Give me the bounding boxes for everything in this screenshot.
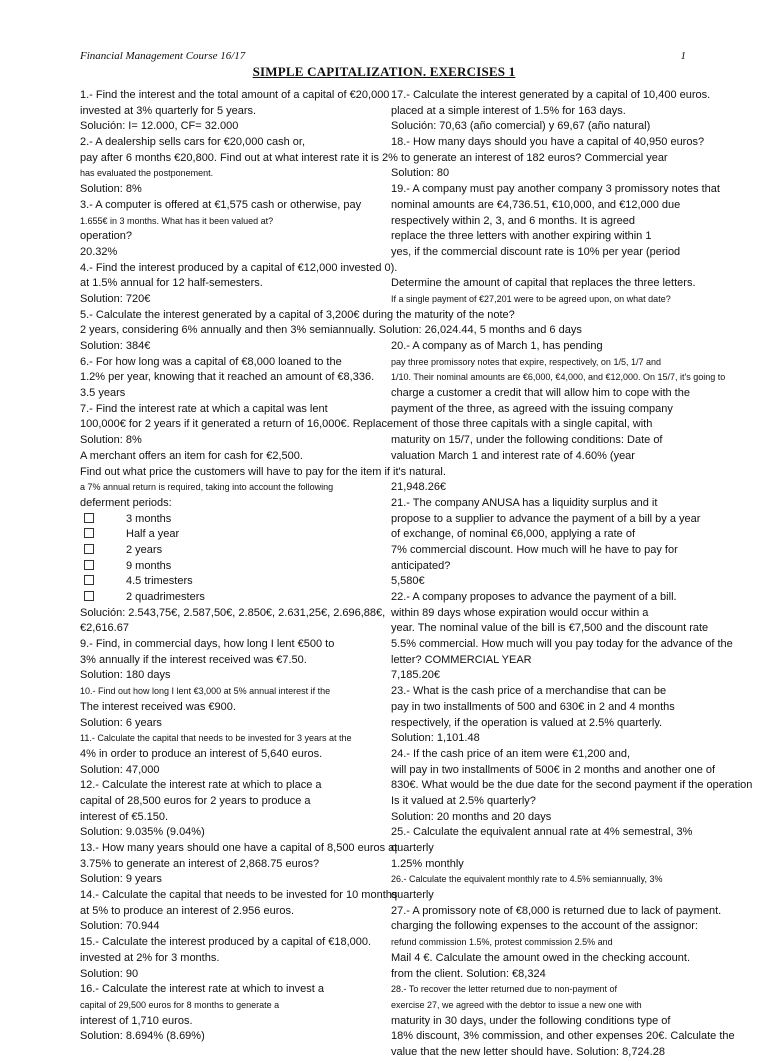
exercise-line: The interest received was €900. — [80, 700, 236, 713]
exercise-line: Solution: 9.035% (9.04%) — [80, 826, 205, 839]
deferment-period-label: 3 months — [126, 512, 172, 525]
exercise-line: 3.- A computer is offered at €1,575 cash or otherwise, pay — [80, 198, 362, 211]
deferment-period-item — [80, 527, 392, 543]
exercise-line: Solución: I= 12.000, CF= 32.000 — [80, 120, 239, 133]
bullet-box-icon — [84, 528, 94, 538]
deferment-period-label: 2 years — [126, 543, 163, 556]
exercise-line: 12.- Calculate the interest rate at which to place a — [80, 779, 322, 792]
exercise-line: 22.- A company proposes to advance the payment of a bill. — [391, 591, 677, 603]
deferment-period-label: 2 quadrimesters — [126, 591, 205, 603]
exercise-line: payment of the three, as agreed with the issuing company — [391, 402, 673, 415]
exercise-line: interest of 1,710 euros. — [80, 1014, 193, 1027]
exercise-line: charging the following expenses to the account of the assignor: — [391, 920, 698, 933]
exercise-line: Find out what price the customers will have to pay for the item if it's natural. — [80, 465, 446, 478]
exercise-line — [391, 323, 718, 339]
exercise-line: value that the new letter should have. Solution: 8,724.28 — [391, 1045, 665, 1058]
exercise-line: anticipated? — [391, 559, 451, 572]
exercise-line: Solution: 70.944 — [80, 920, 160, 933]
exercise-line: propose to a supplier to advance the payment of a bill by a year — [391, 512, 701, 525]
exercise-line: 1.655€ in 3 months. What has it been valued at? — [80, 215, 274, 226]
exercise-line: 16.- Calculate the interest rate at which to invest a — [80, 983, 324, 996]
exercise-line: nominal amounts are €4,736.51, €10,000, and €12,000 due — [391, 198, 681, 211]
exercise-line: 1.- Find the interest and the total amount of a capital of €20,000 — [80, 89, 390, 101]
exercise-line — [391, 308, 718, 324]
page-number: 1 — [680, 50, 686, 62]
exercise-line: 18.- How many days should you have a capital of 40,950 euros? — [391, 136, 705, 149]
exercise-line: 3.75% to generate an interest of 2,868.75 euros? — [80, 857, 320, 870]
exercise-line: Solution: 80 — [391, 167, 450, 180]
exercise-line: Solution: 720€ — [80, 292, 151, 305]
exercise-line: 3.5 years — [80, 387, 126, 400]
exercise-line: Determine the amount of capital that replaces the three letters. — [391, 277, 696, 290]
bullet-box-icon — [84, 575, 94, 585]
exercise-line: refund commission 1.5%, protest commission 2.5% and — [391, 937, 613, 948]
exercise-line: 5.- Calculate the interest generated by a capital of 3,200€ during the maturity of the note? — [80, 308, 515, 321]
bullet-box-icon — [84, 513, 94, 523]
exercise-line: 2 years, considering 6% annually and then 3% semiannually. Solution: 26,024.44, 5 months and 6 days — [80, 324, 582, 337]
exercise-line: 5.5% commercial. How much will you pay today for the advance of the — [391, 638, 733, 651]
exercise-line: 5,580€ — [391, 575, 425, 588]
exercise-line: Solution: 180 days — [80, 669, 171, 682]
exercise-line: 15.- Calculate the interest produced by a capital of €18,000. — [80, 936, 372, 949]
exercise-line: 21.- The company ANUSA has a liquidity surplus and it — [391, 496, 658, 509]
exercise-line: interest of €5.150. — [80, 810, 169, 823]
exercise-line: respectively, if the operation is valued at 2.5% quarterly. — [391, 716, 663, 729]
deferment-period-item — [80, 590, 392, 606]
deferment-period-item — [80, 574, 392, 590]
exercise-line: pay in two installments of 500 and 630€ in 2 and 4 months — [391, 700, 675, 713]
exercise-line: 9.- Find, in commercial days, how long I lent €500 to — [80, 638, 335, 651]
exercise-line: 24.- If the cash price of an item were €1,200 and, — [391, 747, 631, 760]
exercise-line: letter? COMMERCIAL YEAR — [391, 653, 532, 666]
exercise-line: operation? — [80, 230, 132, 243]
exercise-line: a 7% annual return is required, taking into account the following — [80, 482, 334, 493]
exercise-line: valuation March 1 and interest rate of 4.60% (year — [391, 449, 635, 462]
exercise-line: maturity in 30 days, under the following conditions type of — [391, 1014, 671, 1027]
exercise-line: 17.- Calculate the interest generated by a capital of 10,400 euros. — [391, 89, 711, 101]
exercise-line: 10.- Find out how long I lent €3,000 at 5% annual interest if the — [80, 686, 331, 697]
exercise-line: 7,185.20€ — [391, 669, 440, 682]
exercise-line: 14.- Calculate the capital that needs to be invested for 10 months — [80, 889, 398, 902]
exercise-line: invested at 3% quarterly for 5 years. — [80, 104, 257, 117]
exercise-line: 13.- How many years should one have a capital of 8,500 euros at — [80, 842, 398, 854]
exercise-line: A merchant offers an item for cash for €2,500. — [80, 449, 303, 462]
exercise-line: has evaluated the postponement. — [80, 168, 214, 179]
exercise-line: 20.- A company as of March 1, has pending — [391, 340, 603, 352]
exercise-line: 19.- A company must pay another company 3 promissory notes that — [391, 183, 720, 196]
exercise-line: Solution: 9 years — [80, 873, 162, 886]
right-column — [391, 88, 753, 1061]
exercise-line: 6.- For how long was a capital of €8,000 loaned to the — [80, 355, 342, 368]
exercise-line: year. The nominal value of the bill is €7,500 and the discount rate — [391, 622, 709, 635]
exercise-line: of exchange, of nominal €6,000, applying a rate of — [391, 528, 636, 541]
exercise-line: 2.- A dealership sells cars for €20,000 cash or, — [80, 136, 306, 149]
exercise-line: respectively within 2, 3, and 6 months. It is agreed — [391, 214, 635, 227]
exercise-line: pay three promissory notes that expire, respectively, on 1/5, 1/7 and — [391, 356, 661, 367]
exercise-line: placed at a simple interest of 1.5% for 163 days. — [391, 104, 626, 117]
bullet-box-icon — [84, 591, 94, 601]
bullet-box-icon — [84, 560, 94, 570]
exercise-line — [391, 261, 718, 277]
exercise-line: Solución: 70,63 (año comercial) y 69,67 (año natural) — [391, 120, 651, 133]
exercise-line: 28.- To recover the letter returned due to non-payment of — [391, 984, 617, 995]
deferment-period-label: Half a year — [126, 528, 180, 541]
exercise-line: Solution: 47,000 — [80, 763, 160, 776]
exercise-line: capital of 29,500 euros for 8 months to generate a — [80, 999, 280, 1010]
exercise-line: deferment periods: — [80, 496, 172, 509]
exercise-line: quarterly — [391, 842, 434, 854]
exercise-line: yes, if the commercial discount rate is 10% per year (period — [391, 245, 681, 258]
exercise-line: invested at 2% for 3 months. — [80, 951, 220, 964]
exercise-line: exercise 27, we agreed with the debtor to issue a new one with — [391, 999, 642, 1010]
deferment-period-item — [80, 543, 392, 559]
exercise-line: 27.- A promissory note of €8,000 is returned due to lack of payment. — [391, 904, 722, 917]
exercise-line: Solution: 8.694% (8.69%) — [80, 1030, 205, 1043]
deferment-period-label: 9 months — [126, 559, 172, 572]
exercise-line: 7% commercial discount. How much will he have to pay for — [391, 543, 678, 556]
deferment-periods-list — [80, 512, 392, 606]
document-title: SIMPLE CAPITALIZATION. EXERCISES 1 — [252, 64, 516, 79]
exercise-line: If a single payment of €27,201 were to be agreed upon, on what date? — [391, 293, 671, 304]
exercise-line: maturity on 15/7, under the following conditions: Date of — [391, 434, 663, 447]
exercise-line: from the client. Solution: €8,324 — [391, 967, 546, 980]
exercise-line: Solution: 8% — [80, 183, 142, 196]
exercise-line: within 89 days whose expiration would occur within a — [391, 606, 649, 619]
exercise-line: Solution: 90 — [80, 967, 139, 980]
exercise-line: at 5% to produce an interest of 2.956 euros. — [80, 904, 295, 917]
exercise-line: replace the three letters with another expiring within 1 — [391, 230, 652, 243]
exercise-line: 25.- Calculate the equivalent annual rate at 4% semestral, 3% — [391, 826, 693, 839]
exercise-line: 7.- Find the interest rate at which a capital was lent — [80, 402, 328, 415]
exercise-line — [391, 151, 718, 167]
exercise-line: 23.- What is the cash price of a merchandise that can be — [391, 685, 667, 698]
exercise-line: 830€. What would be the due date for the second payment if the operation — [391, 779, 753, 792]
deferment-period-item — [80, 559, 392, 575]
exercise-line — [391, 417, 718, 433]
exercise-line: 20.32% — [80, 245, 118, 258]
exercise-line: Solution: 20 months and 20 days — [391, 810, 552, 823]
exercise-line: 1/10. Their nominal amounts are €6,000, €4,000, and €12,000. On 15/7, it's going to — [391, 372, 726, 383]
exercise-line: Solución: 2.543,75€, 2.587,50€, 2.850€, 2.631,25€, 2.696,88€, — [80, 606, 386, 619]
exercise-line: 4.- Find the interest produced by a capital of €12,000 invested 0). — [80, 261, 398, 274]
exercise-line: 3% annually if the interest received was €7.50. — [80, 653, 307, 666]
exercise-line: quarterly — [391, 889, 434, 902]
bullet-box-icon — [84, 544, 94, 554]
course-title: Financial Management Course 16/17 — [80, 50, 246, 62]
exercise-line: 1.2% per year, knowing that it reached an amount of €8,336. — [80, 371, 375, 384]
exercise-line — [391, 465, 718, 481]
exercise-line: €2,616.67 — [80, 622, 129, 635]
exercise-line: Solution: 6 years — [80, 716, 162, 729]
exercise-line: 21,948.26€ — [391, 481, 447, 494]
deferment-period-label: 4.5 trimesters — [126, 575, 193, 588]
exercise-line: at 1.5% annual for 12 half-semesters. — [80, 277, 263, 290]
exercise-line: Solution: 384€ — [80, 340, 151, 352]
exercise-line: 100,000€ for 2 years if it generated a return of 16,000€. Replacement of those three capitals with a single capital, with — [80, 418, 653, 431]
exercise-line: capital of 28,500 euros for 2 years to produce a — [80, 794, 311, 807]
exercise-line: 4% in order to produce an interest of 5,640 euros. — [80, 747, 323, 760]
exercise-line: Solution: 1,101.48 — [391, 732, 480, 745]
exercise-line: 11.- Calculate the capital that needs to be invested for 3 years at the — [80, 733, 352, 744]
exercise-line: Is it valued at 2.5% quarterly? — [391, 794, 536, 807]
exercise-line: charge a customer a credit that will allow him to cope with the — [391, 387, 690, 400]
exercise-line: 26.- Calculate the equivalent monthly rate to 4.5% semiannually, 3% — [391, 874, 663, 885]
exercise-line: 18% discount, 3% commission, and other expenses 20€. Calculate the — [391, 1030, 735, 1043]
exercise-line: Mail 4 €. Calculate the amount owed in the checking account. — [391, 951, 691, 964]
exercise-line: will pay in two installments of 500€ in 2 months and another one of — [391, 763, 716, 776]
deferment-period-item — [80, 512, 392, 528]
exercise-line: Solution: 8% — [80, 434, 142, 447]
exercise-line: 1.25% monthly — [391, 857, 464, 870]
exercise-line: pay after 6 months €20,800. Find out at what interest rate it is 2% to generate an interest of 182 euros? Commercial year — [80, 151, 668, 164]
